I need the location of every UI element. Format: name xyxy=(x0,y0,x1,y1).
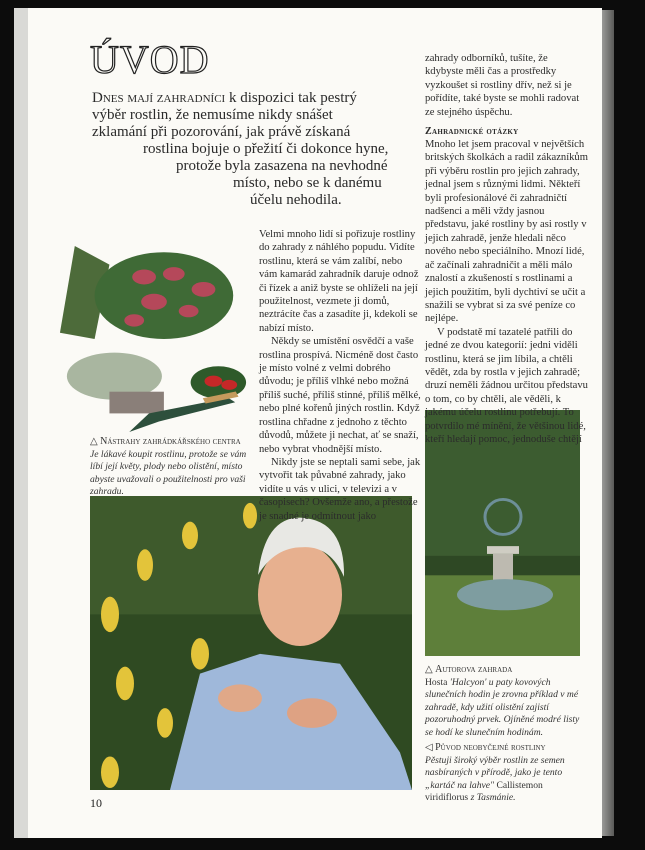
intro-line-1 xyxy=(92,90,357,107)
caption-text: Pěstuji široký výběr rostlin ze semen nasbíraných v přírodě, jako je tento „kartáč na lahve" xyxy=(425,754,565,791)
triangle-left-icon: ◁ xyxy=(425,742,433,753)
caption-text-plain: Hosta xyxy=(425,676,450,688)
caption-unusual-plant xyxy=(425,742,587,805)
intro-line-7: účelu nehodila. xyxy=(250,192,342,208)
caption-text: 'Halcyon' u paty kovových slunečních hodin je zrovna příklad v mé zahradě, kdy užití olistění zajistí pozoruhodný prvek. Ojíněné modré listy se hodí ke slunečním hodinám. xyxy=(425,676,580,738)
paragraph: Velmi mnoho lidí si pořizuje rostliny do zahrady z náhlého popudu. Vidíte rostlinu, která se vám zalíbí, nebo vám kamarád zahradník daruje odnož či řízek a aniž byste se ohlíželi na její použitelnost, vezmete ji domů, neztrácíte čas a zasadíte ji, kdekoli se nabízí místo. xyxy=(259,229,419,334)
potted-plants-photo xyxy=(55,246,253,432)
page-left-edge xyxy=(14,8,28,838)
section-heading: Zahradnické otázky xyxy=(425,126,519,138)
text-column-1 xyxy=(259,228,421,523)
intro-text: k dispozici tak pestrý xyxy=(225,90,357,106)
paragraph: Nikdy jste se neptali sami sebe, jak vytvořit tak půvabné zahrady, jako vidíte u vás v ulici, v televizi a v časopisech? Ovšemže ano, a přestože je snadné je odmítnout jako xyxy=(259,456,421,522)
paragraph: V podstatě mí tazatelé patřili do jedné ze dvou kategorií: jedni viděli rostlinu, která se jim líbila, a chtěli vědět, zda by rostla v jejich zahradě; druzí neměli žádnou určitou představu o tom, co by chtěli, ale věděli, k jakému účelu rostlinu potřebují. To potvrdilo mé mínění, že většinou lidé, kteří hledají pomoc, jednoduše chtějí xyxy=(425,326,588,445)
caption-text: Je lákavé koupit rostlinu, protože se vám líbí její květy, plody nebo olistění, místo abyste uvažovali o použitelnosti pro vaši zahradu. xyxy=(90,448,247,498)
triangle-up-icon: △ xyxy=(425,664,433,675)
paragraph: Mnoho let jsem pracoval v největších britských školkách a radil zákazníkům při výběru rostlin pro jejich zahrady, jednal jsem s různými lidmi. Někteří byli profesionálové či zahradničtí nadšenci a měli vždy jasnou představu, jaké rostliny by asi rostly v jejich zahradě, jenže hledali něco nového nebo speciálního. Mnozí lidé, ač začínali zahradničit a měli málo znalostí a zkušeností s rostlinami a jejich použitím, byli dychtiví se učit a snažili se vybrat si za své peníze co nejlépe. xyxy=(425,139,588,325)
sundial-garden-photo xyxy=(425,410,580,656)
caption-author-garden xyxy=(425,664,587,740)
page-title: ÚVOD xyxy=(90,37,210,82)
intro-line-2: výběr rostlin, že nemusíme nikdy snášet xyxy=(92,107,333,123)
intro-line-6: místo, nebo se k danému xyxy=(233,175,382,191)
triangle-up-icon: △ xyxy=(90,436,98,447)
caption-heading: Autorova zahrada xyxy=(435,664,513,675)
page-number: 10 xyxy=(90,796,102,810)
paragraph: zahrady odborníků, tušíte, že kdybyste měli čas a prostředky vyzkoušet si rostliny dřív, než si je pořídíte, také byste se mohli radovat ze stejného úspěchu. xyxy=(425,53,580,118)
intro-line-3: zklamání při pozorování, jak právě získaná xyxy=(92,124,351,140)
caption-plant-name: Callistemon viridiflorus xyxy=(425,779,543,804)
page-stack-edge xyxy=(602,10,614,836)
caption-heading: Nástrahy zahrádkářského centra xyxy=(100,436,241,447)
caption-heading: Původ neobyčejné rostliny xyxy=(435,742,546,753)
intro-lead: Dnes mají zahradníci xyxy=(92,90,226,106)
author-photo xyxy=(90,496,412,790)
paragraph: Někdy se umístění osvědčí a vaše rostlina prospívá. Nicméně dost často je místo volné z velmi dobrého důvodu; je příliš vlhké nebo možná příliš suché, příliš stinné, příliš mělké, nebo plné kořenů jiných rostlin. Když rostlina chřadne z jednoho z těchto důvodů, můžete ji nechat, ať se snaží, nebo vybrat vhodnější místo. xyxy=(259,336,421,455)
text-column-2 xyxy=(425,52,588,446)
caption-garden-centre xyxy=(90,436,256,499)
intro-line-4: rostlina bojuje o přežití či dokonce hyne, xyxy=(143,141,389,157)
intro-line-5: protože byla zasazena na nevhodné xyxy=(176,158,388,174)
caption-text-end: z Tasmánie. xyxy=(470,792,516,804)
